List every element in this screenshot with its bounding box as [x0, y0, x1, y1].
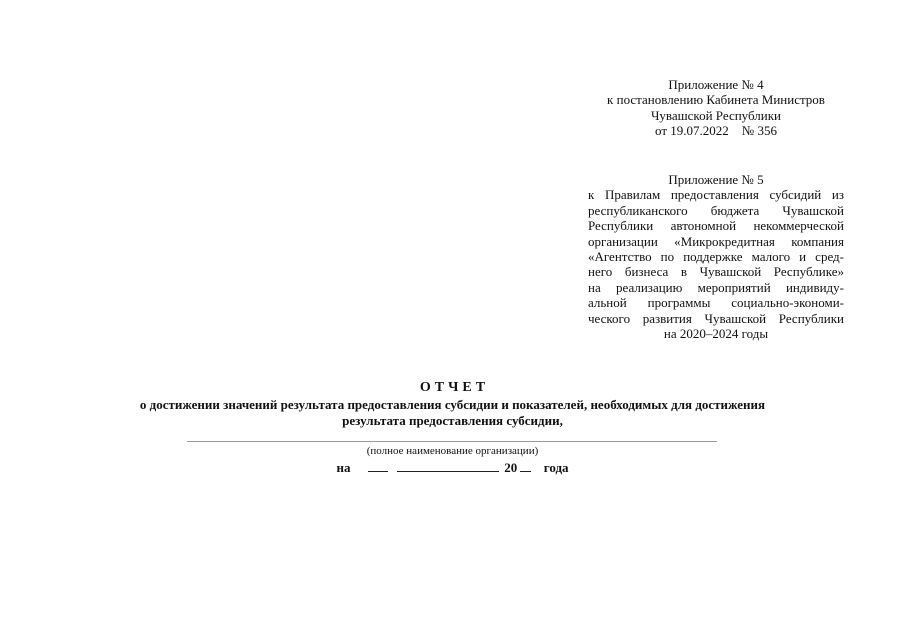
date-month-blank: [397, 459, 499, 472]
appendix-4-date-number: от 19.07.2022 № 356: [655, 123, 777, 139]
appendix-5-years: на 2020–2024 годы: [663, 326, 769, 342]
organization-name-caption: (полное наименование организации): [366, 445, 539, 457]
date-year-blank: [520, 459, 531, 472]
appendix-5-header: [588, 172, 844, 341]
report-subtitle-line-2: результата предоставления субсидии,: [342, 412, 563, 428]
report-title: ОТЧЕТ: [419, 380, 490, 395]
date-day-blank: [368, 459, 388, 472]
appendix-5-line: альной программы социально-экономи-: [588, 295, 844, 311]
report-heading: [0, 379, 905, 428]
appendix-4-line: Чувашской Республики: [650, 107, 782, 123]
appendix-5-title: Приложение № 5: [668, 172, 764, 187]
appendix-5-line: Республики автономной некоммерческой: [588, 218, 844, 234]
appendix-5-line: организации «Микрокредитная компания: [588, 233, 844, 249]
appendix-5-line: к Правилам предоставления субсидий из: [588, 187, 844, 203]
organization-name-line: [187, 441, 717, 442]
appendix-5-line: республиканского бюджета Чувашской: [588, 202, 844, 218]
report-date-line: [0, 459, 905, 476]
appendix-5-line: ческого развития Чувашской Республики: [588, 310, 844, 326]
appendix-5-line: «Агентство по поддержке малого и сред-: [588, 249, 844, 265]
date-year-prefix: 20: [504, 460, 518, 475]
appendix-5-line: него бизнеса в Чувашской Республике»: [588, 264, 844, 280]
date-prefix: на: [336, 460, 351, 475]
appendix-4-line: Приложение № 4: [668, 77, 764, 92]
appendix-4-header: [588, 77, 844, 139]
report-subtitle-line-1: о достижении значений результата предоставления субсидии и показателей, необходимых для достижения: [139, 397, 766, 412]
appendix-5-line: на реализацию мероприятий индивиду-: [588, 279, 844, 295]
date-suffix: года: [543, 460, 569, 475]
appendix-4-line: к постановлению Кабинета Министров: [607, 92, 825, 108]
